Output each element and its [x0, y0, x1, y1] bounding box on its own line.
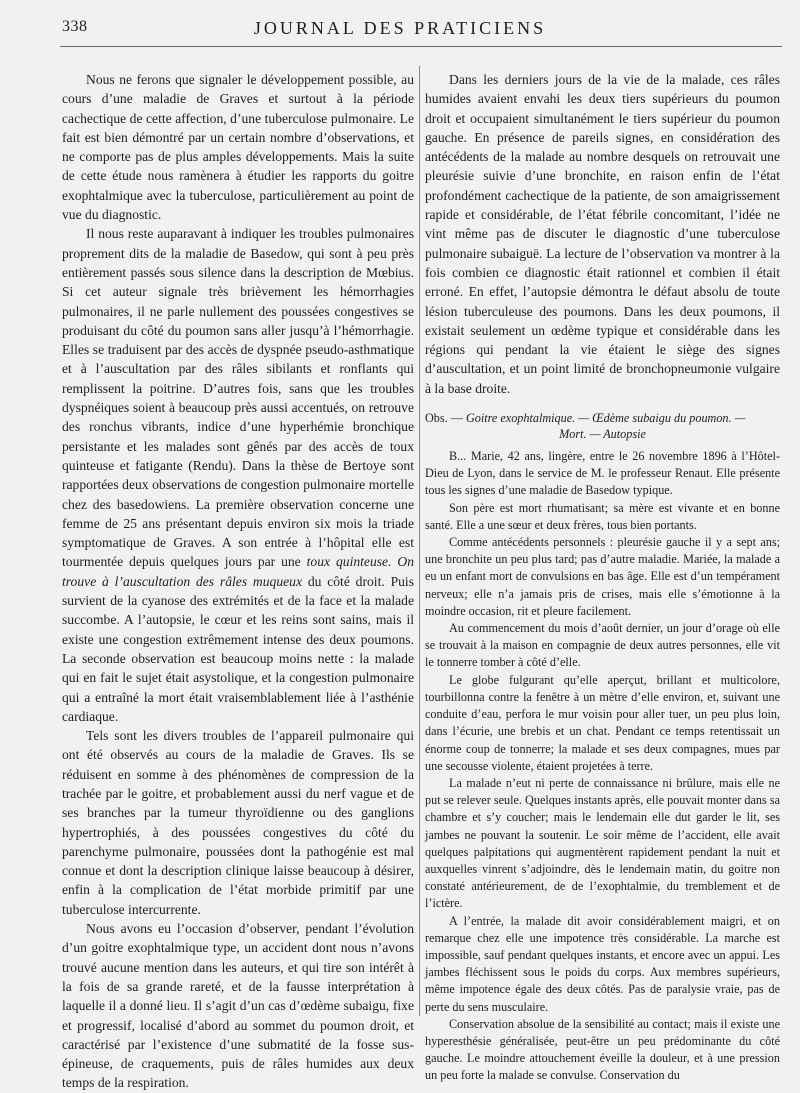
obs-title-line1: Goitre exophtalmique. — Œdème subaigu du poumon. —	[465, 411, 746, 426]
right-column	[425, 70, 780, 1085]
paragraph	[62, 224, 414, 726]
observation-heading	[425, 410, 780, 442]
column-divider	[419, 66, 420, 1016]
obs-paragraph: Comme antécédents personnels : pleurésie gauche il y a sept ans; une bronchite un peu plus tard; pas d’autre maladie. Mariée, la malade a eu un enfant mort de convulsions en bas âge. Elle est d’un tempérament nerveux; elle n’a jamais pris de crises, mais elle s’émotionne à la moindre occasion, rit et pleure facilement.	[425, 535, 780, 618]
obs-paragraph: Le globe fulgurant qu’elle aperçut, brillant et multicolore, tourbillonna contre la fenêtre à un mètre d’elle environ, et, suivant une conduite d’eau, perfora le mur voisin pour aller tuer, un peu plus loin, dans l’écurie, une brebis et un chat. Pendant ce temps retentissait un énorme coup de tonnerre; la malade et ses deux compagnes, mues par une secousse violente, étaient projetées à terre.	[425, 672, 780, 773]
obs-paragraph: La malade n’eut ni perte de connaissance ni brûlure, mais elle ne put se relever seule. Quelques instants après, elle pouvait monter dans sa chambre et s’y coucher; mais le lendemain elle dut garder le lit, ses jambes ne pouvant la soutenir. Le soir même de l’accident, elle avait quelques palpitations qui augmentèrent rapidement pendant la nuit et auxquelles vinrent s’adjoindre, dès le lendemain matin, du goitre non constaté antérieurement, de de l’exophtalmie, du tremblement et de l’ictère.	[425, 775, 780, 911]
italic-phrase: toux quinteuse. On trouve à l’auscultation des râles muqueux	[62, 554, 415, 589]
header-rule	[60, 46, 782, 47]
page-number: 338	[62, 18, 88, 35]
page-header	[0, 18, 800, 48]
paragraph-text: du côté droit. Puis survient de la cyanose des extrémités et de la face et la malade succombe. A l’autopsie, le cœur et les reins sont sains, mais il existe une congestion extrêmement intense des deux poumons. La seconde observation est beaucoup moins nette : la malade qui en fait le sujet était asystolique, et la congestion pulmonaire qui a entraîné la mort était vraisemblablement liée à l’asthénie cardiaque.	[62, 573, 414, 724]
obs-paragraph: Conservation absolue de la sensibilité au contact; mais il existe une hyperesthésie généralisée, peut-être un peu prédominante du côté gauche. Le moindre attouchement éveille la douleur, et à une pression un peu forte la malade se convulse. Conservation du	[425, 1016, 780, 1083]
obs-paragraph: A l’entrée, la malade dit avoir considérablement maigri, et on remarque chez elle une impotence très considérable. La marche est impossible, sauf pendant quelques instants, et encore avec un appui. Les jambes fléchissent sous le poids du corps. Aux membres supérieurs, même impotence égale des deux côtés. Pas de paralysie vraie, pas de perte du sens musculaire.	[425, 913, 780, 1014]
obs-paragraph: B... Marie, 42 ans, lingère, entre le 26 novembre 1896 à l’Hôtel-Dieu de Lyon, dans le service de M. le professeur Renaut. Elle présente tous les signes d’une maladie de Basedow typique.	[425, 449, 780, 498]
obs-label: Obs. —	[425, 411, 463, 426]
obs-paragraph: Au commencement du mois d’août dernier, un jour d’orage où elle se trouvait à la maison en compagnie de deux autres personnes, elle vit le tonnerre tomber à côté d’elle.	[425, 621, 780, 670]
paragraph: Tels sont les divers troubles de l’appareil pulmonaire qui ont été observés au cours de la maladie de Graves. Ils se réduisent en somme à des phénomènes de compression de la trachée par le goitre, et probablement aussi du nerf vague et de ses branches par la tumeur thyroïdienne ou des ganglions hypertrophiés, à des poussées congestives du côté du parenchyme pulmonaire, poussées dont la pathogénie est mal connue et dont la description clinique laisse beaucoup à désirer, enfin à la complication de l’état morbide primitif par une tuberculose intercurrente.	[62, 728, 414, 917]
paragraph: Nous avons eu l’occasion d’observer, pendant l’évolution d’un goitre exophtalmique type, un accident dont nous n’avons trouvé aucune mention dans les auteurs, et qui tire son intérêt à la fois de sa grande rareté, et de la fausse interprétation à laquelle il a donné lieu. Il s’agit d’un cas d’œdème subaigu, fixe et progressif, localisé d’abord au sommet du poumon droit, et caractérisé par l’existence d’une submatité de la fosse sus-épineuse, de craquements, puis de râles humides aux deux temps de la respiration.	[62, 921, 414, 1091]
paragraph-text: Il nous reste auparavant à indiquer les troubles pulmonaires proprement dits de la maladie de Basedow, qui sont à peu près entièrement passés sous silence dans la description de Mœbius. Si cet auteur signale très brièvement les hémorrhagies pulmonaires, il ne parle nullement des poussées congestives se produisant du côté du poumon sans aller jusqu’à l’hémorrhagie. Elles se traduisent par des accès de dyspnée pseudo-asthmatique et à l’auscultation par des râles sibilants et ronflants qui remplissent la poitrine. D’autres fois, sans que les troubles dyspnéiques soient à beaucoup près aussi accentués, on retrouve des ronchus vibrants, indice d’une hyperhémie bronchique persistante et les malades sont gênés par des accès de toux quinteuse et fatigante (Rendu). Dans la thèse de Bertoye sont rapportées deux observations de congestion pulmonaire mortelle chez des basedowiens. La première observation concerne une femme de 25 ans présentant depuis environ six mois la triade symptomatique de Graves. A son entrée à l’hôpital elle est tourmentée depuis quelques jours par une	[62, 226, 414, 570]
paragraph: Nous ne ferons que signaler le développement possible, au cours d’une maladie de Graves et surtout à la période cachectique de cette affection, d’une tuberculose pulmonaire. Le fait est bien démontré par un certain nombre d’observations, et ne comporte pas de plus amples développements. Mais la suite de cette étude nous ramènera à étudier les rapports du goitre exophtalmique avec la tuberculose, particulièrement au point de vue du diagnostic.	[62, 72, 414, 223]
paragraph: Dans les derniers jours de la vie de la malade, ces râles humides avaient envahi les deux tiers supérieurs du poumon droit et occupaient simultanément le tiers supérieur du poumon gauche. En présence de pareils signes, en considération des antécédents de la malade au nombre desquels on retrouvait une pleurésie suivie d’une bronchite, en raison enfin de l’état profondément cachectique de la patiente, de son amaigrissement rapide et considérable, de l’état fébrile concomitant, l’idée ne vint même pas de discuter le diagnostic d’une tuberculose pulmonaire subaiguë. La lecture de l’observation va montrer à la fois combien ce diagnostic était rationnel et combien il était erroné. En effet, l’autopsie démontra le défaut absolu de toute lésion tuberculeuse des poumons. Dans les deux poumons, il existait seulement un œdème typique et considérable dans les régions qui pendant la vie étaient le siège des signes d’auscultation, et un point limité de bronchopneumonie vulgaire à la base droite.	[425, 72, 780, 396]
running-title: JOURNAL DES PRATICIENS	[253, 18, 547, 38]
obs-title-line2: Mort. — Autopsie	[559, 427, 646, 442]
left-column	[62, 70, 414, 1093]
observation-body	[425, 448, 780, 1085]
obs-paragraph: Son père est mort rhumatisant; sa mère est vivante et en bonne santé. Elle a une sœur et deux frères, tous bien portants.	[425, 500, 780, 532]
